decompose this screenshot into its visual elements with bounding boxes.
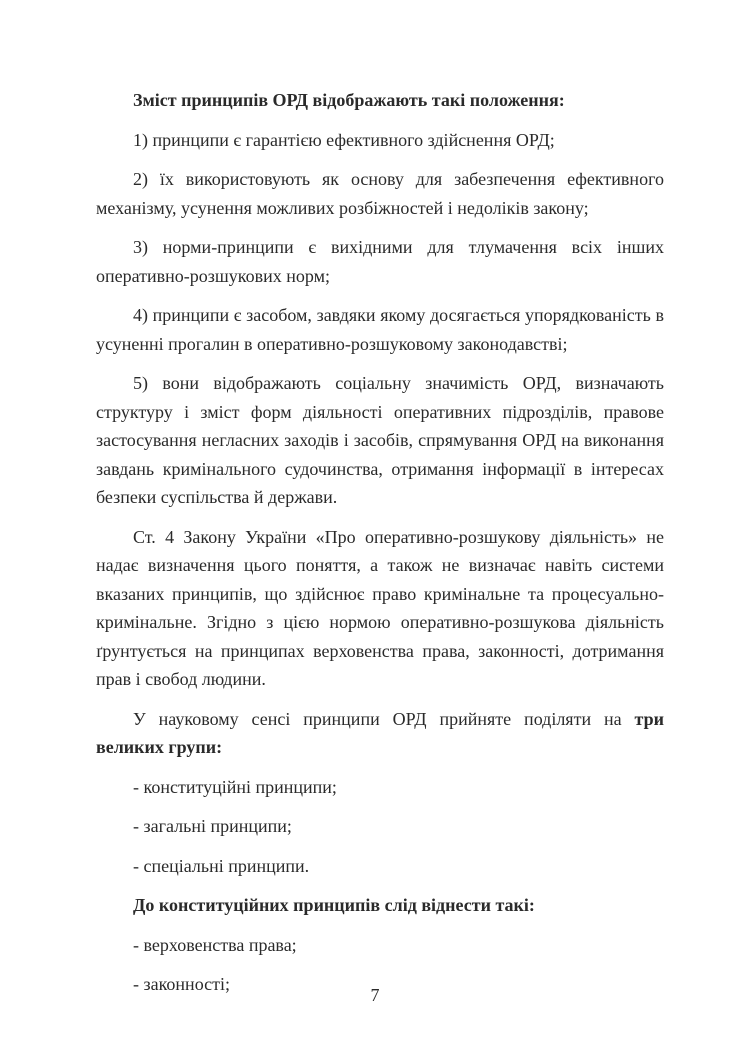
paragraph-law: Ст. 4 Закону України «Про оперативно-розшукову діяльність» не надає визначення цього поняття, а також не визначає навіть системи вказаних принципів, що здійснює право кримінальне та процесуально-кримінальне. Згідно з цією нормою оперативно-розшукова діяльність ґрунтується на принципах верховенства права, законності, дотримання прав і свобод людини.	[96, 526, 664, 689]
page-number: 7	[370, 985, 380, 1005]
group-item: - спеціальні принципи.	[133, 855, 310, 876]
list-item: 2) їх використовують як основу для забезпечення ефективного механізму, усунення можливих розбіжностей і недоліків закону;	[96, 169, 664, 218]
paragraph-groups-text: У науковому сенсі принципи ОРД прийняте поділяти на	[133, 708, 635, 729]
section-heading: До конституційних принципів слід віднести такі:	[133, 895, 535, 915]
paragraph-groups	[96, 705, 664, 762]
list-item: 4) принципи є засобом, завдяки якому досягається упорядкованість в усуненні прогалин в оперативно-розшуковому законодавстві;	[96, 305, 664, 354]
group-item: - загальні принципи;	[133, 816, 292, 836]
list-item: 3) норми-принципи є вихідними для тлумачення всіх інших оперативно-розшукових норм;	[96, 237, 664, 286]
list-item: 5) вони відображають соціальну значимість ОРД, визначають структуру і зміст форм діяльності оперативних підрозділів, правове застосування негласних заходів і засобів, спрямування ОРД на виконання завдань кримінального судочинства, отримання інформації в інтересах безпеки суспільства й держави.	[96, 373, 664, 507]
page-body	[96, 86, 664, 1010]
constitutional-item: - законності;	[133, 974, 230, 994]
section-heading: Зміст принципів ОРД відображають такі положення:	[133, 90, 565, 110]
constitutional-item: - верховенства права;	[133, 934, 297, 955]
group-item: - конституційні принципи;	[133, 776, 337, 797]
list-item: 1) принципи є гарантією ефективного здійснення ОРД;	[133, 129, 555, 150]
paragraph-groups-bold: три великих групи:	[96, 708, 664, 757]
